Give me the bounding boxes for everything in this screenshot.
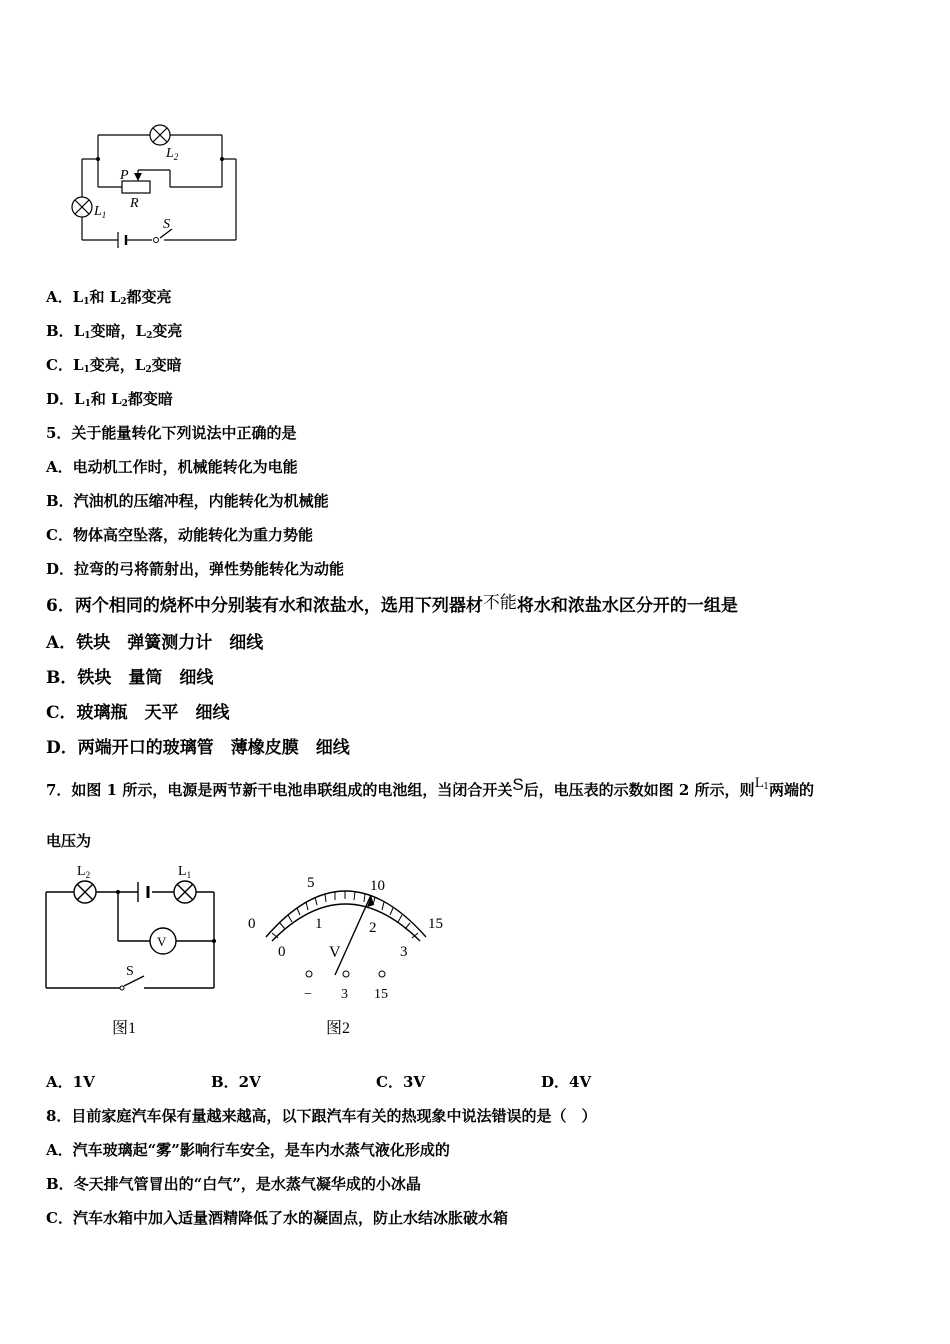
terminal-minus: −: [304, 987, 312, 1002]
q8-stem: 8．目前家庭汽车保有量越来越高，以下跟汽车有关的热现象中说法错误的是（ ）: [46, 1107, 597, 1125]
fig1-voltmeter-label: V: [157, 934, 167, 949]
q6-option-c: C．玻璃瓶 天平 细线: [46, 703, 230, 723]
q8-option-b: B．冬天排气管冒出的“白气”，是水蒸气凝华成的小冰晶: [46, 1175, 421, 1193]
q7-option-d: D．4V: [541, 1073, 592, 1091]
q4-option-d: D．$L_1$和 $L_2$都变暗: [46, 390, 173, 409]
label-p: P: [120, 168, 129, 183]
terminal-15: 15: [374, 987, 388, 1002]
q7-option-c: C．3V: [376, 1073, 426, 1091]
q6-stem: 6．两个相同的烧杯中分别装有水和浓盐水，选用下列器材不能将水和浓盐水区分开的一组是: [46, 593, 738, 616]
scale-top-0: 0: [248, 916, 256, 932]
label-s: S: [163, 217, 170, 232]
scale-bottom-0: 0: [278, 944, 286, 960]
fig1-switch-label: S: [126, 964, 134, 979]
q5-option-b: B．汽油机的压缩冲程，内能转化为机械能: [46, 492, 329, 510]
scale-top-10: 10: [370, 878, 385, 894]
label-r: R: [130, 196, 139, 211]
q4-option-a: A．$L_1$和 $L_2$都变亮: [46, 288, 172, 307]
fig1-label-l2: $L_2$: [77, 864, 91, 880]
label-l1: $L_1$: [94, 204, 107, 220]
q7-figure-1: [40, 855, 240, 1045]
q4-option-b: B．$L_1$变暗，$L_2$变亮: [46, 322, 183, 341]
q7-figure-2: [240, 855, 470, 1045]
q7-option-b: B．2V: [211, 1073, 261, 1091]
q5-option-a: A．电动机工作时，机械能转化为电能: [46, 458, 298, 476]
fig1-label-l1: $L_1$: [178, 864, 192, 880]
q5-option-c: C．物体高空坠落，动能转化为重力势能: [46, 526, 313, 544]
dial-unit: V: [329, 944, 341, 961]
terminal-3: 3: [341, 987, 348, 1002]
scale-bottom-3: 3: [400, 944, 408, 960]
q7-stem-2: 电压为: [46, 832, 92, 850]
fig2-caption: 图2: [326, 1020, 351, 1037]
q8-option-c: C．汽车水箱中加入适量酒精降低了水的凝固点，防止水结冰胀破水箱: [46, 1209, 508, 1227]
q4-option-c: C．$L_1$变亮，$L_2$变暗: [46, 356, 182, 375]
q6-option-d: D．两端开口的玻璃管 薄橡皮膜 细线: [46, 738, 350, 758]
q6-option-a: A．铁块 弹簧测力计 细线: [46, 633, 264, 653]
q8-option-a: A．汽车玻璃起“雾”影响行车安全，是车内水蒸气液化形成的: [46, 1141, 450, 1159]
q6-option-b: B．铁块 量筒 细线: [46, 668, 214, 688]
fig1-caption: 图1: [112, 1020, 137, 1037]
q7-stem: 7．如图 1 所示，电源是两节新干电池串联组成的电池组，当闭合开关S后，电压表的示数如图 2 所示，则$L_1$两端的: [46, 775, 814, 799]
q5-stem: 5．关于能量转化下列说法中正确的是: [46, 424, 297, 442]
scale-top-5: 5: [307, 875, 315, 891]
q7-option-a: A．1V: [46, 1073, 95, 1091]
scale-bottom-2: 2: [369, 920, 377, 936]
scale-top-15: 15: [428, 916, 443, 932]
label-l2: $L_2$: [166, 146, 179, 162]
q5-option-d: D．拉弯的弓将箭射出，弹性势能转化为动能: [46, 560, 345, 578]
scale-bottom-1: 1: [315, 916, 323, 932]
circuit-diagram-q4: [60, 115, 300, 255]
